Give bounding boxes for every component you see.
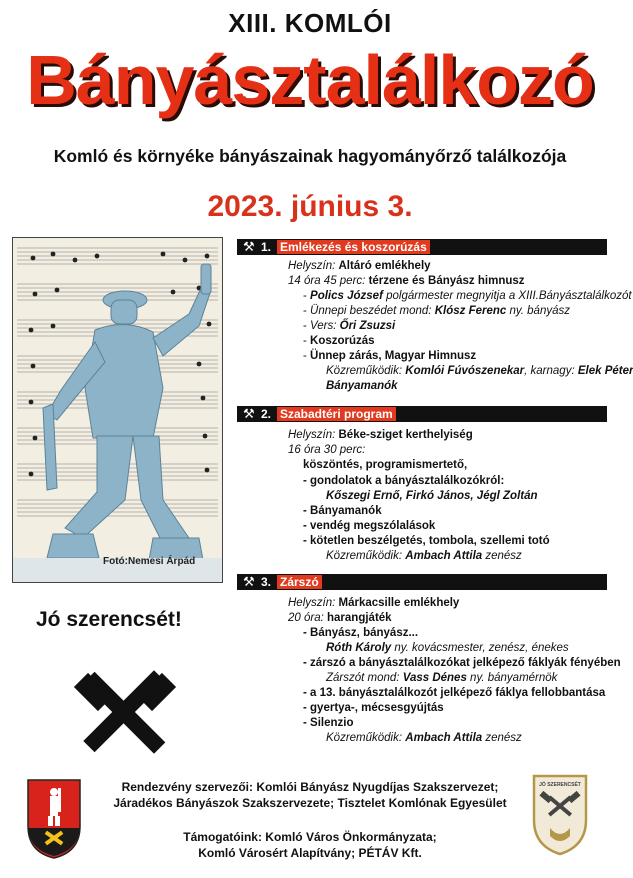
- program-item: - Polics József polgármester megnyitja a XIII.Bányásztalálkozót: [303, 290, 632, 302]
- program-item: - gyertya-, mécsesgyújtás: [303, 702, 444, 714]
- program-item: Kőszegi Ernő, Firkó János, Jégl Zoltán: [326, 490, 538, 502]
- event-date: 2023. június 3.: [207, 190, 413, 223]
- sponsors-line-2: Komló Városért Alapítvány; PÉTÁV Kft.: [198, 846, 422, 860]
- time-label: 14 óra 45 perc:: [288, 275, 366, 287]
- program-item: Zárszót mond: Vass Dénes ny. bányamérnök: [326, 672, 558, 684]
- time-line: 20 óra: harangjáték: [288, 612, 392, 624]
- time-text: térzene és Bányász himnusz: [368, 275, 525, 287]
- hammer-pick-icon: ⚒: [243, 406, 255, 421]
- contributor-line: Közreműködik: Komlói Fúvószenekar, karnagy: Elek Péter: [326, 365, 633, 377]
- program-item: - Ünnepi beszédet mond: Klósz Ferenc ny. bányász: [303, 305, 570, 317]
- contributor-line: Közreműködik: Ambach Attila zenész: [326, 732, 522, 744]
- time-line: [288, 274, 525, 288]
- section-number: 1.: [261, 240, 272, 254]
- venue-line: [288, 259, 431, 273]
- photo-credit: Fotó:Nemesi Árpád: [103, 556, 196, 567]
- contributor-line-2: Bányamanók: [326, 380, 398, 392]
- sponsors-line-1: Támogatóink: Komló Város Önkormányzata;: [183, 830, 437, 844]
- program-item: - a 13. bányásztalálkozót jelképező fáklya fellobbantása: [303, 687, 606, 699]
- event-edition: XIII. KOMLÓI: [228, 8, 392, 38]
- venue-line: Helyszín: Béke-sziget kerthelyiség: [288, 429, 473, 441]
- program-item: Róth Károly ny. kovácsmester, zenész, énekes: [326, 642, 569, 654]
- section-title: Emlékezés és koszorúzás: [277, 240, 430, 254]
- time-line: 16 óra 30 perc:: [288, 444, 366, 456]
- venue-label: Helyszín:: [288, 260, 336, 272]
- program-item: - Koszorúzás: [303, 335, 375, 347]
- section-title: Szabadtéri program: [277, 407, 396, 421]
- crossed-hammers-icon: [76, 672, 174, 757]
- event-tagline: Komló és környéke bányászainak hagyományőrző találkozója: [53, 146, 567, 166]
- program-item: - Ünnep zárás, Magyar Himnusz: [303, 350, 477, 362]
- section-3-header: [237, 574, 607, 590]
- section-title: Zárszó: [277, 575, 322, 589]
- program-item: köszöntés, programismertető,: [303, 459, 468, 471]
- program-item: - Bányamanók: [303, 505, 382, 517]
- section-number: 3.: [261, 575, 272, 589]
- section-2-header: [237, 406, 607, 422]
- program-item: - Vers: Őri Zsuzsi: [303, 320, 396, 332]
- badge-text: JÓ SZERENCSÉT: [539, 782, 581, 788]
- program-item: - kötetlen beszélgetés, tombola, szellemi totó: [303, 535, 550, 547]
- program-item: - vendég megszólalások: [303, 520, 436, 532]
- organizers-line-1: Rendezvény szervezői: Komlói Bányász Nyugdíjas Szakszervezet;: [121, 780, 499, 794]
- section-number: 2.: [261, 407, 272, 421]
- hammer-pick-icon: ⚒: [243, 239, 255, 254]
- miner-statue-photo: [12, 237, 223, 583]
- program-item: - gondolatok a bányásztalálkozókról:: [303, 475, 505, 487]
- organizers-line-2: Járadékos Bányászok Szakszervezete; Tisztelet Komlónak Egyesület: [113, 796, 507, 810]
- statue-illustration: [13, 238, 222, 582]
- hammer-pick-icon: ⚒: [243, 574, 255, 589]
- venue-line: Helyszín: Márkacsille emlékhely: [288, 597, 460, 609]
- program-item: - Silenzio: [303, 717, 354, 729]
- venue-value: Altáró emlékhely: [338, 260, 431, 272]
- greeting: Jó szerencsét!: [36, 608, 182, 631]
- section-1-header: [237, 239, 607, 255]
- contributor-line: Közreműködik: Ambach Attila zenész: [326, 550, 522, 562]
- program-item: - zárszó a bányásztalálkozókat jelképező fáklyák fényében: [303, 657, 621, 669]
- event-title: Bányásztalálkozó: [26, 41, 594, 119]
- program-item: - Bányász, bányász...: [303, 627, 419, 639]
